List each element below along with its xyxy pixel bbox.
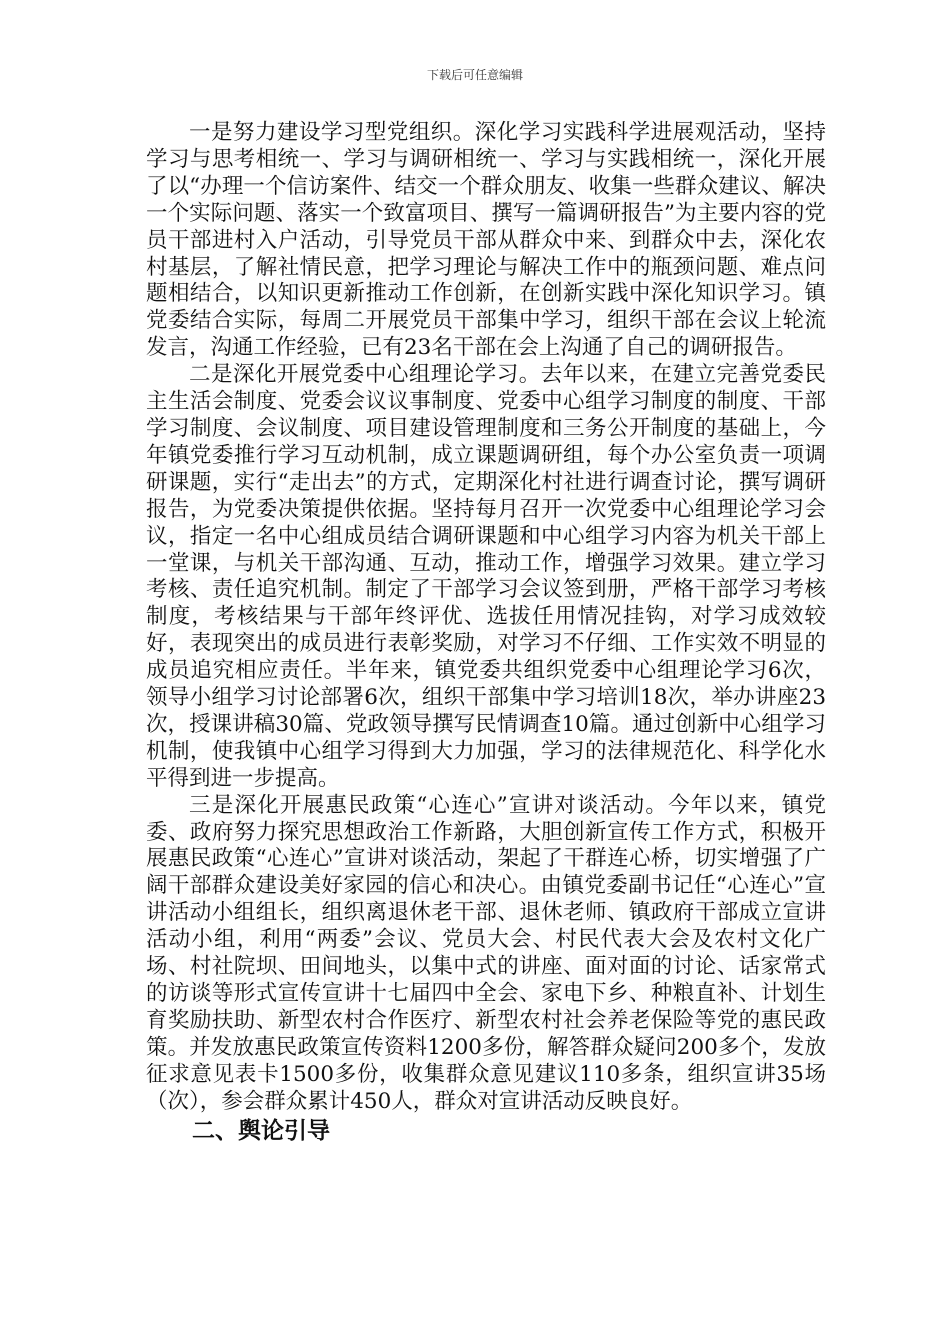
- page-header: 下载后可任意编辑: [426, 68, 523, 82]
- section-heading: 二、舆论引导: [192, 1116, 330, 1144]
- paragraph-heart-to-heart-campaign: 三是深化开展惠民政策“心连心”宣讲对谈活动。今年以来，镇党委、政府努力探究思想政治工作新路，大胆创新宣传工作方式，积极开展惠民政策“心连心”宣讲对谈活动，架起了干群连心桥，切实增强了广阔干部群众建设美好家园的信心和决心。由镇党委副书记任“心连心”宣讲活动小组组长，组织离退休老干部、退休老师、镇政府干部成立宣讲活动小组，利用“两委”会议、党员大会、村民代表大会及农村文化广场、村社院坝、田间地头，以集中式的讲座、面对面的讨论、话家常式的访谈等形式宣传宣讲十七届四中全会、家电下乡、种粮直补、计划生育奖励扶助、新型农村合作医疗、新型农村社会养老保险等党的惠民政策。并发放惠民政策宣传资料1200多份，解答群众疑问200多个，发放征求意见表卡1500多份，收集群众意见建议110多条，组织宣讲35场（次），参会群众累计450人，群众对宣讲活动反映良好。: [146, 792, 826, 1114]
- paragraph-study-party-org: 一是努力建设学习型党组织。深化学习实践科学进展观活动，坚持学习与思考相统一、学习与调研相统一、学习与实践相统一，深化开展了以“办理一个信访案件、结交一个群众朋友、收集一些群众建议、解决一个实际问题、落实一个致富项目、撰写一篇调研报告”为主要内容的党员干部进村入户活动，引导党员干部从群众中来、到群众中去，深化农村基层，了解社情民意，把学习理论与解决工作中的瓶颈问题、难点问题相结合，以知识更新推动工作创新，在创新实践中深化知识学习。镇党委结合实际，每周二开展党员干部集中学习，组织干部在会议上轮流发言，沟通工作经验，已有23名干部在会上沟通了自己的调研报告。: [146, 120, 826, 361]
- paragraph-central-group-study: 二是深化开展党委中心组理论学习。去年以来，在建立完善党委民主生活会制度、党委会议议事制度、党委中心组学习制度的制度、干部学习制度、会议制度、项目建设管理制度和三务公开制度的基础上，今年镇党委推行学习互动机制，成立课题调研组，每个办公室负责一项调研课题，实行“走出去”的方式，定期深化村社进行调查讨论，撰写调研报告，为党委决策提供依据。坚持每月召开一次党委中心组理论学习会议，指定一名中心组成员结合调研课题和中心组学习内容为机关干部上一堂课，与机关干部沟通、互动，推动工作，增强学习效果。建立学习考核、责任追究机制。制定了干部学习会议签到册，严格干部学习考核制度，考核结果与干部年终评优、选拔任用情况挂钩，对学习成效较好，表现突出的成员进行表彰奖励，对学习不仔细、工作实效不明显的成员追究相应责任。半年来，镇党委共组织党委中心组理论学习6次，领导小组学习讨论部署6次，组织干部集中学习培训18次，举办讲座23次，授课讲稿30篇、党政领导撰写民情调查10篇。通过创新中心组学习机制，使我镇中心组学习得到大力加强，学习的法律规范化、科学化水平得到进一步提高。: [146, 362, 826, 791]
- document-body: [146, 120, 826, 1146]
